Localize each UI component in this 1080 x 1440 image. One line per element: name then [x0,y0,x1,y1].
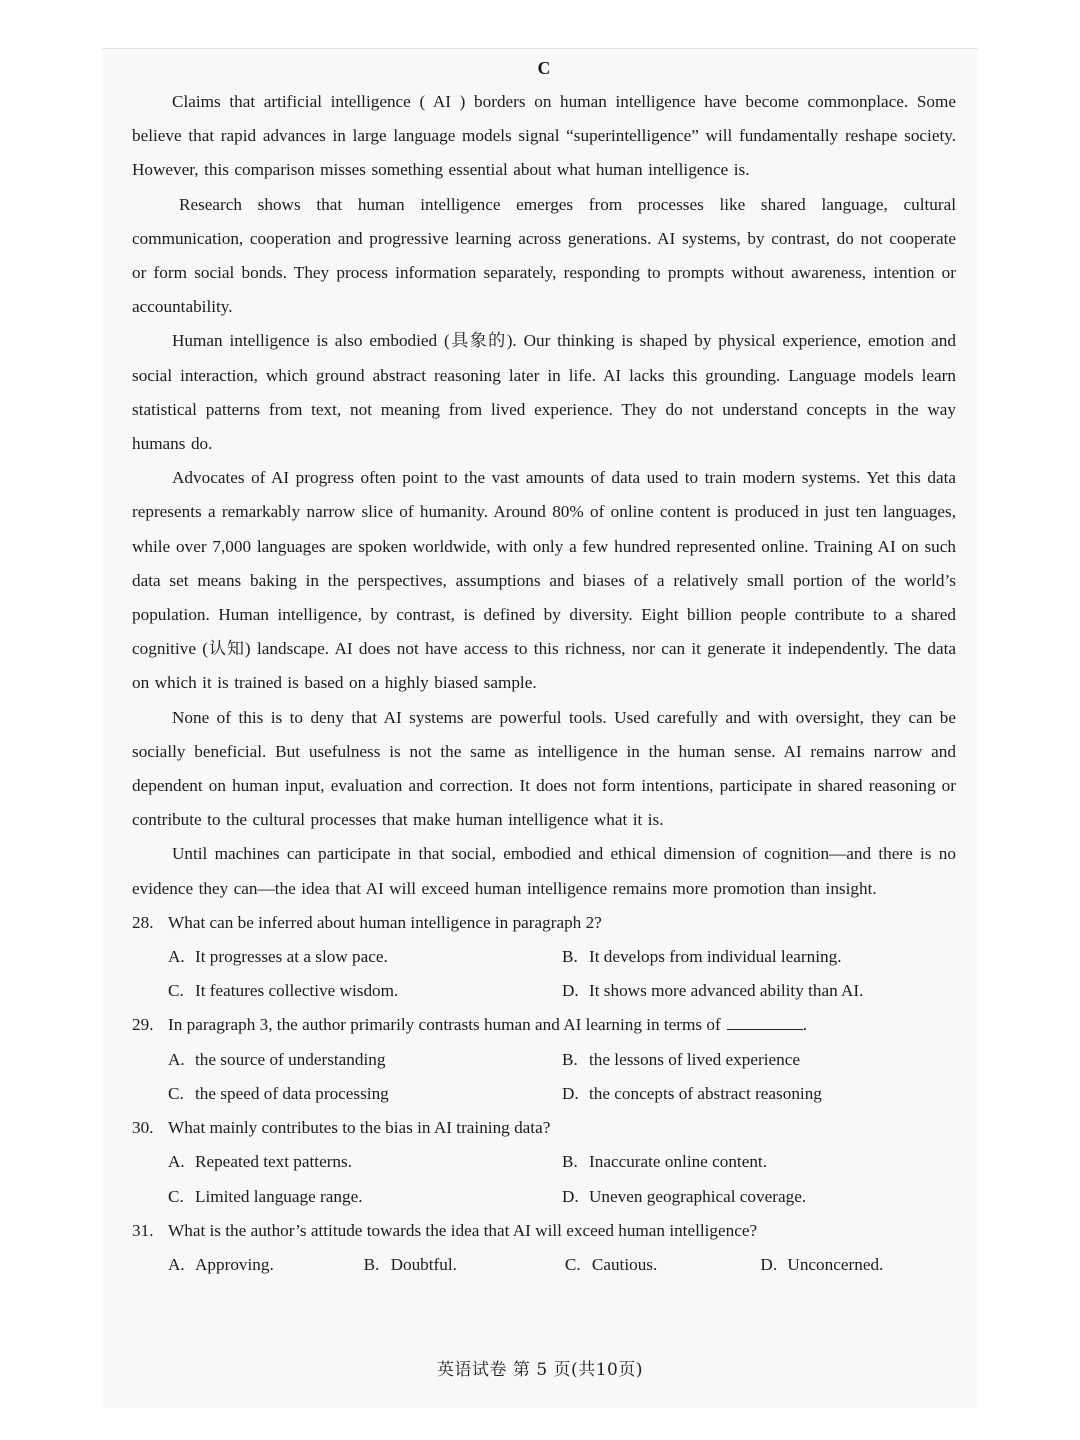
option-letter: A. [168,1254,185,1274]
options-row [132,1145,956,1179]
option-text: It features collective wisdom. [195,981,399,1001]
option-letter: C. [168,1186,184,1206]
option-letter: B. [562,1152,578,1172]
option-letter: D. [760,1254,778,1274]
option-d[interactable] [562,974,956,1008]
question-30 [132,1111,956,1214]
option-letter: B. [363,1254,380,1274]
question-28 [132,906,956,1009]
passage-paragraph-6: Until machines can participate in that social, embodied and ethical dimension of cognition—and there is no evidence they can—the idea that AI will exceed human intelligence remains more promotion than insight. [132,844,956,898]
question-stem [132,1214,956,1248]
option-letter: D. [562,1186,579,1206]
passage-paragraph-2: Research shows that human intelligence emerges from processes like shared language, cultural communication, cooperation and progressive learning across generations. AI systems, by contrast, do not cooperate or form social bonds. They process information separately, responding to prompts without awareness, intention or accountability. [132,194,956,317]
page-top-rule [102,48,978,49]
option-text: Unconcerned. [787,1254,884,1274]
options-row [132,1180,956,1214]
question-text: In paragraph 3, the author primarily contrasts human and AI learning in terms of [168,1015,721,1035]
option-text: Uneven geographical coverage. [589,1186,807,1206]
option-d[interactable] [562,1077,956,1111]
option-letter: D. [562,1083,579,1103]
passage-paragraph-1: Claims that artificial intelligence ( AI ) borders on human intelligence have become commonplace. Some believe that rapid advances in large language models signal “superintelligence” will fundamentally reshape society. However, this comparison misses something essential about what human intelligence is. [132,92,956,180]
option-a[interactable] [168,1145,562,1179]
question-31 [132,1214,956,1282]
question-text: What is the author’s attitude towards the idea that AI will exceed human intelligence? [168,1220,758,1240]
question-text: What can be inferred about human intelligence in paragraph 2? [168,912,602,932]
reading-passage [132,85,956,906]
option-d[interactable] [562,1180,956,1214]
option-text: Approving. [195,1254,274,1274]
answer-blank[interactable] [727,1009,803,1030]
options-row [132,974,956,1008]
option-c[interactable] [168,974,562,1008]
option-text: the speed of data processing [195,1083,389,1103]
question-29 [132,1008,956,1111]
page-content [132,53,956,1282]
option-b[interactable] [364,1248,565,1282]
option-letter: B. [562,1049,578,1069]
option-text: the concepts of abstract reasoning [589,1083,822,1103]
question-text-end: . [802,1015,807,1035]
option-text: Inaccurate online content. [589,1152,767,1172]
option-c[interactable] [565,1248,761,1282]
passage-paragraph-3: Human intelligence is also embodied (具象的). Our thinking is shaped by physical experience, emotion and social interaction, which ground abstract reasoning later in life. AI lacks this grounding. Language models learn statistical patterns from text, not meaning from lived experience. They do not understand concepts in the way humans do. [132,331,956,454]
question-stem [132,1008,956,1042]
question-stem [132,1111,956,1145]
option-c[interactable] [168,1180,562,1214]
question-text: What mainly contributes to the bias in AI training data? [168,1118,551,1138]
option-text: the source of understanding [195,1049,386,1069]
option-letter: A. [168,1152,185,1172]
option-d[interactable] [760,1248,956,1282]
option-a[interactable] [168,940,562,974]
option-a[interactable] [168,1248,364,1282]
options-row [132,1043,956,1077]
options-row [132,1077,956,1111]
option-letter: C. [564,1254,581,1274]
option-b[interactable] [562,1145,956,1179]
option-letter: B. [562,947,578,967]
option-text: the lessons of lived experience [589,1049,800,1069]
option-text: It develops from individual learning. [589,947,842,967]
option-a[interactable] [168,1043,562,1077]
option-letter: D. [562,981,579,1001]
passage-paragraph-4: Advocates of AI progress often point to the vast amounts of data used to train modern systems. Yet this data represents a remarkably narrow slice of humanity. Around 80% of online content is produced in just ten languages, while over 7,000 languages are spoken worldwide, with only a few hundred represented online. Training AI on such data set means baking in the perspectives, assumptions and biases of a relatively small portion of the world’s population. Human intelligence, by contrast, is defined by diversity. Eight billion people contribute to a shared cognitive (认知) landscape. AI does not have access to this richness, nor can it generate it independently. The data on which it is trained is based on a highly biased sample. [132,468,956,693]
question-stem [132,906,956,940]
question-number: 31. [132,1220,154,1240]
option-text: Repeated text patterns. [195,1152,353,1172]
page-footer: 英语试卷 第 5 页(共10页) [437,1360,643,1380]
option-c[interactable] [168,1077,562,1111]
option-letter: C. [168,1083,184,1103]
question-number: 30. [132,1118,154,1138]
option-b[interactable] [562,940,956,974]
option-letter: A. [168,947,185,967]
option-b[interactable] [562,1043,956,1077]
option-text: Limited language range. [195,1186,363,1206]
options-row [132,940,956,974]
question-number: 28. [132,912,154,932]
options-row [132,1248,956,1282]
option-text: It shows more advanced ability than AI. [589,981,864,1001]
option-letter: C. [168,981,184,1001]
question-number: 29. [132,1015,154,1035]
option-text: Doubtful. [390,1254,457,1274]
option-text: Cautious. [591,1254,658,1274]
section-letter: C [537,58,551,78]
option-text: It progresses at a slow pace. [195,947,388,967]
passage-paragraph-5: None of this is to deny that AI systems are powerful tools. Used carefully and with oversight, they can be socially beneficial. But usefulness is not the same as intelligence in the human sense. AI remains narrow and dependent on human input, evaluation and correction. It does not form intentions, participate in shared reasoning or contribute to the cultural processes that make human intelligence what it is. [132,707,956,830]
option-letter: A. [168,1049,185,1069]
